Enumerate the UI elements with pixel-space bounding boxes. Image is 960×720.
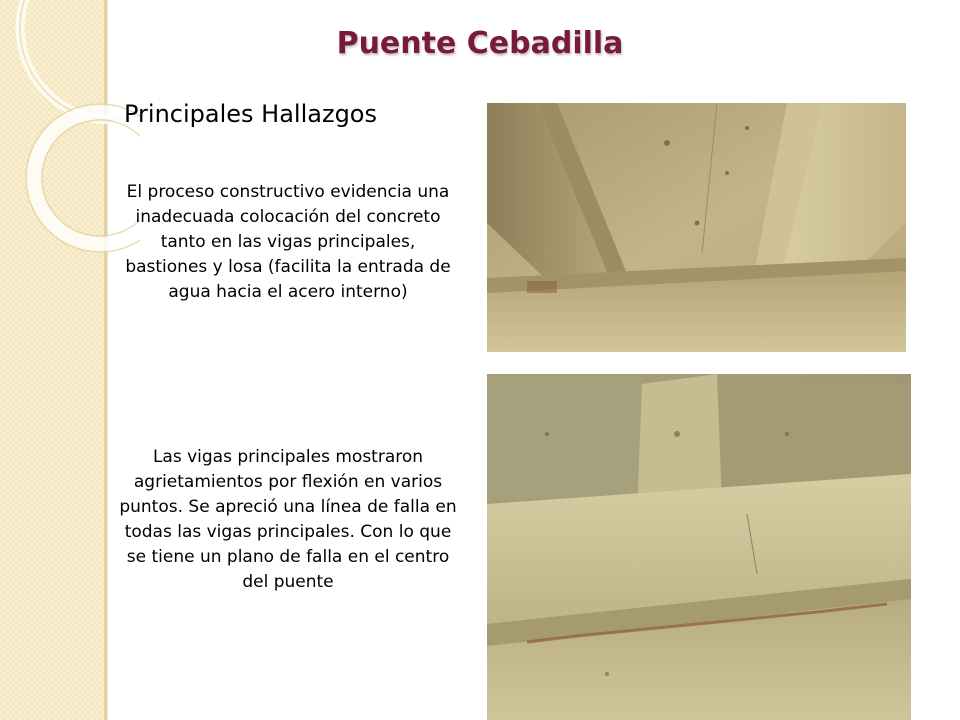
slide-subtitle: Principales Hallazgos <box>124 100 377 128</box>
finding-paragraph-construction: El proceso constructivo evidencia una inadecuada colocación del concreto tanto en las vigas principales, bastiones y losa (facilita la entrada de agua hacia el acero interno) <box>125 182 451 302</box>
photo-cracked-beam <box>487 374 911 720</box>
photo-bridge-underside <box>487 103 906 352</box>
slide-title: Puente Cebadilla <box>336 26 624 61</box>
finding-paragraph-cracks: Las vigas principales mostraron agrietamientos por flexión en varios puntos. Se apreció una línea de falla en todas las vigas principales. Con lo que se tiene un plano de falla en el centro del puente <box>119 447 457 592</box>
